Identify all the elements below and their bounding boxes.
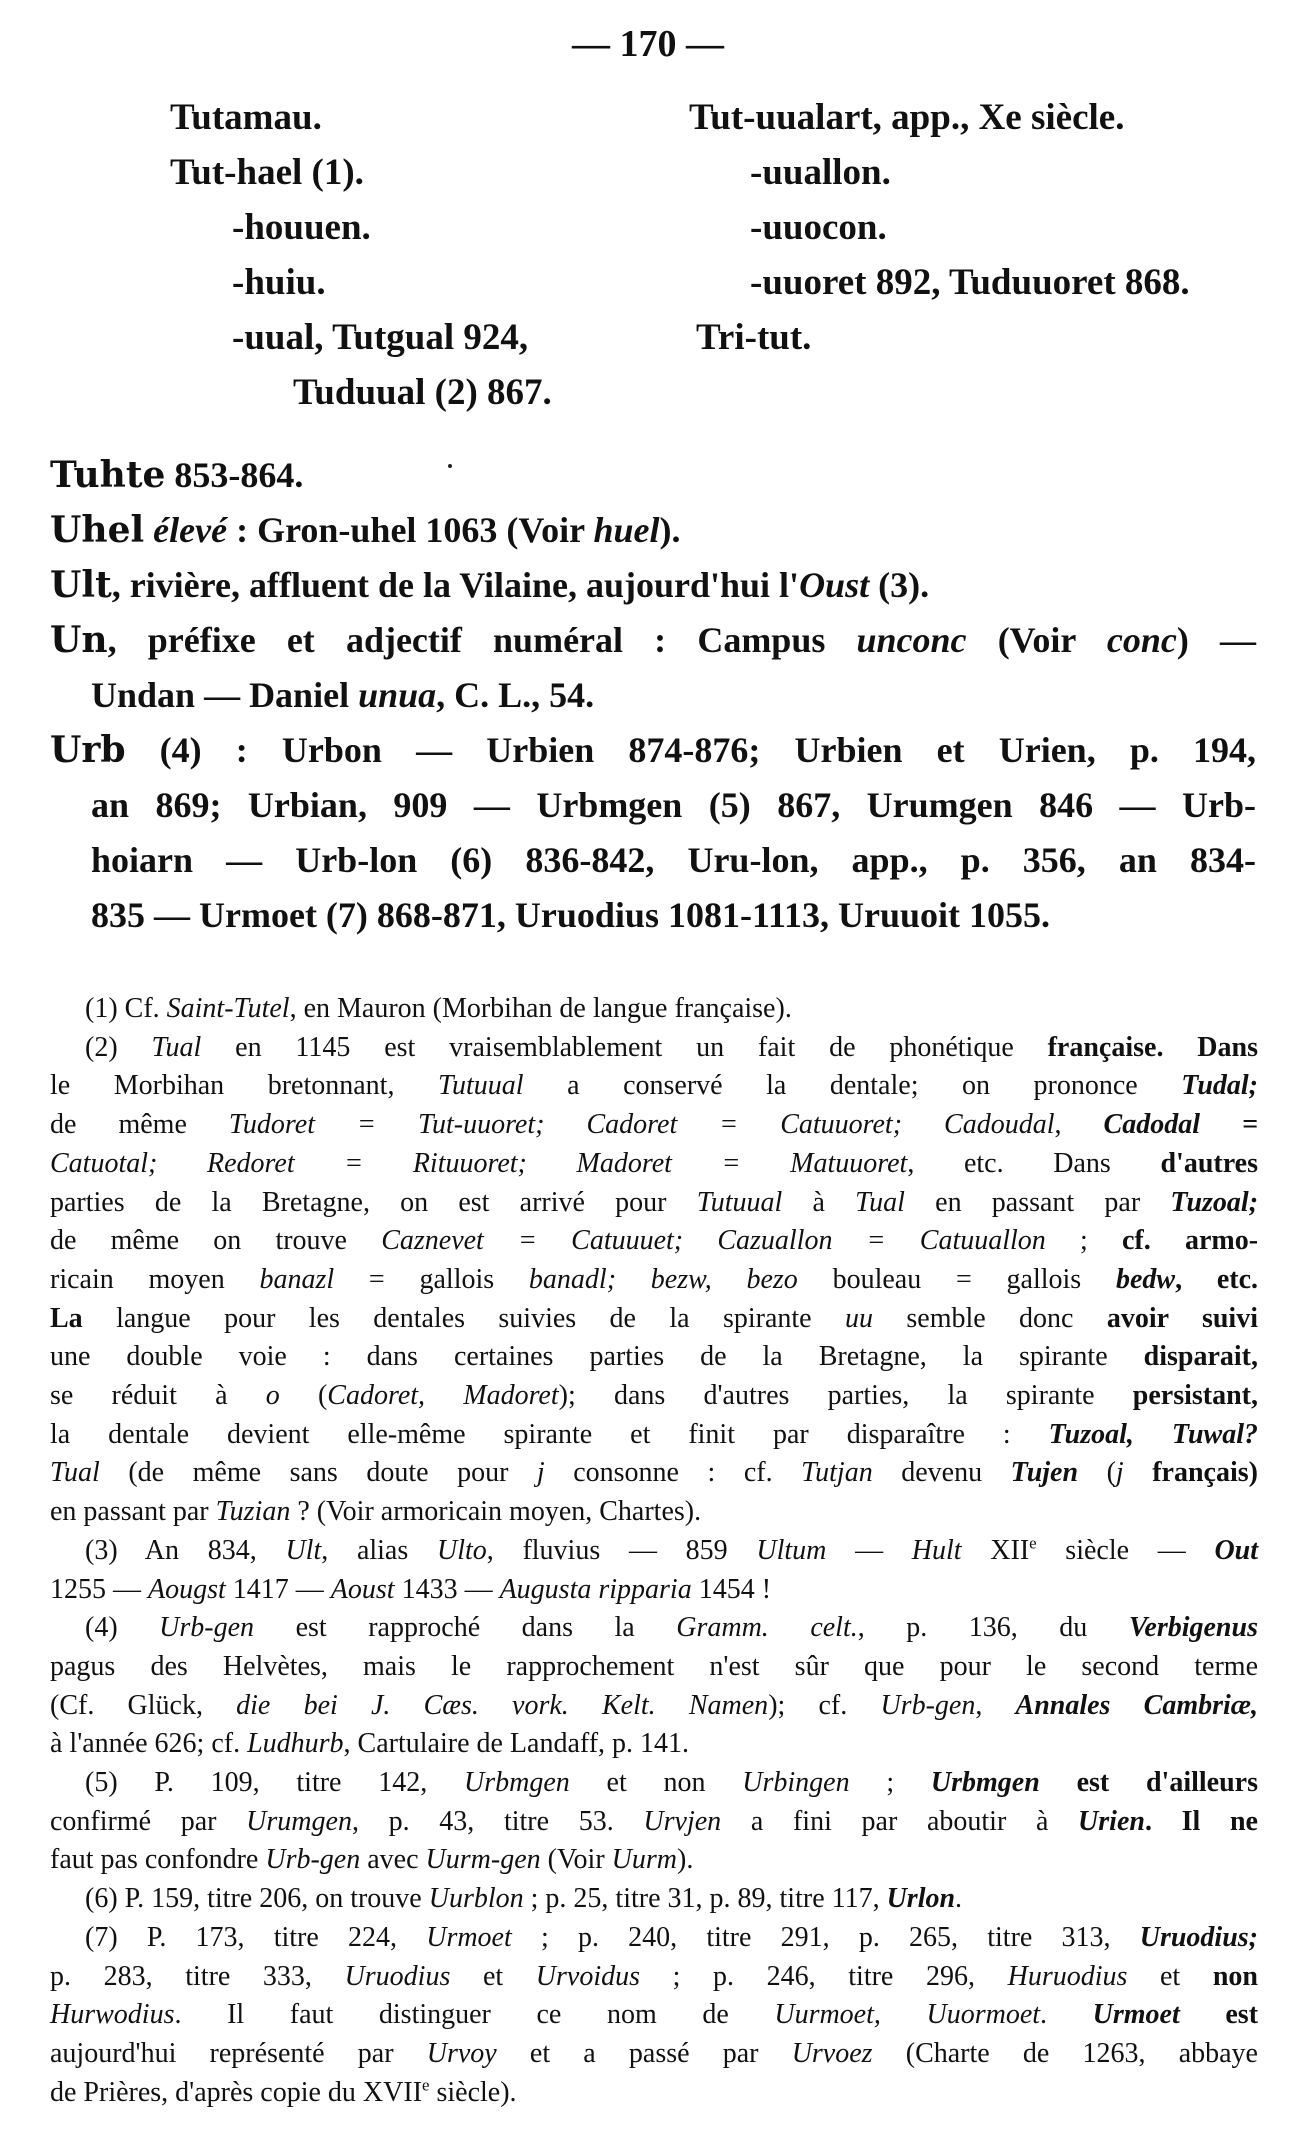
text-segment: a fini par aboutir à — [721, 1805, 1079, 1837]
text-line — [50, 1803, 1258, 1842]
text-segment: ) — — [1176, 620, 1256, 660]
text-line — [50, 558, 1256, 613]
text-segment: (4) — [85, 1612, 160, 1644]
text-segment: , préfixe et adjectif numéral : Campus — [107, 620, 857, 660]
footnote — [50, 1919, 1258, 2113]
text-segment: Urvjen — [643, 1805, 722, 1837]
text-segment: ; — [1045, 1225, 1122, 1257]
text-segment: unconc — [856, 620, 967, 660]
text-line — [50, 1067, 1258, 1106]
text-line — [50, 1687, 1258, 1726]
text-segment: j — [1115, 1457, 1124, 1489]
list-item: -uuallon. — [750, 152, 891, 193]
text-segment: (2) — [85, 1031, 152, 1063]
list-item: -houuen. — [232, 207, 371, 248]
text-segment: est — [1179, 1999, 1259, 2031]
text-segment: cf. armo- — [1121, 1225, 1259, 1257]
dictionary-entry — [50, 613, 1256, 723]
text-segment: (3) An 834, — [85, 1534, 286, 1566]
text-segment: huel — [593, 510, 660, 550]
text-segment: , en Mauron (Morbihan de langue française). — [289, 993, 792, 1024]
text-segment: devenu — [872, 1457, 1011, 1489]
text-segment: et a passé par — [496, 2037, 792, 2069]
text-segment: ); cf. — [768, 1689, 881, 1721]
text-segment: Aoust — [330, 1573, 395, 1605]
text-segment: , p. 43, titre 53. — [351, 1805, 644, 1837]
text-segment: Uurmoet, Uuormoet — [774, 1999, 1041, 2031]
dictionary-entries — [50, 448, 1256, 943]
text-line — [50, 1532, 1258, 1571]
text-line — [50, 1996, 1258, 2035]
text-segment: Urvoez — [791, 2037, 873, 2069]
text-segment: Catuotal; Redoret = Rituuoret; Madoret = Matuuoret — [50, 1147, 908, 1179]
text-segment: non — [1212, 1960, 1258, 1992]
text-segment: 1255 — — [50, 1573, 148, 1605]
text-line — [50, 1880, 1258, 1919]
text-segment: (Charte de 1263, abbaye — [872, 2037, 1258, 2069]
text-segment: Ult — [285, 1534, 322, 1566]
text-line — [50, 1725, 1258, 1764]
text-segment: Ulto — [436, 1534, 487, 1566]
text-segment: bedw — [1115, 1263, 1176, 1295]
text-segment: , p. 136, du — [857, 1612, 1129, 1644]
text-segment: an 869; Urbian, 909 — Urbmgen (5) 867, Urumgen 846 — Urb- — [91, 785, 1256, 825]
text-line — [50, 1184, 1258, 1223]
text-segment: ( — [279, 1380, 328, 1412]
text-segment: consonne : cf. — [544, 1457, 802, 1489]
text-segment: Tuzoal, Tuwal? — [1048, 1418, 1258, 1450]
text-line — [50, 1377, 1258, 1416]
text-line — [50, 1222, 1258, 1261]
text-segment: Verbigenus — [1128, 1612, 1258, 1644]
text-segment: Uhel — [50, 509, 145, 551]
text-segment: Out — [1214, 1534, 1259, 1566]
text-segment: Tutuual — [437, 1070, 524, 1102]
text-segment: (Cf. Glück, — [50, 1689, 237, 1721]
text-segment: Tuzoal; — [1170, 1186, 1259, 1218]
dictionary-entry — [50, 448, 1256, 503]
text-segment: (5) P. 109, titre 142, — [85, 1767, 465, 1799]
text-segment: , fluvius — 859 — [486, 1534, 757, 1566]
text-segment: ; — [849, 1767, 931, 1799]
list-item: -uuocon. — [750, 207, 887, 248]
text-segment: Aougst — [148, 1573, 226, 1605]
text-segment: avoir suivi — [1106, 1302, 1258, 1334]
text-segment: avec — [360, 1844, 426, 1876]
text-segment: de même — [50, 1109, 229, 1141]
text-segment: le Morbihan bretonnant, — [50, 1070, 438, 1102]
text-segment: en passant par — [904, 1186, 1171, 1218]
text-segment: en passant par — [50, 1496, 216, 1528]
text-segment: faut pas confondre — [50, 1844, 266, 1876]
text-line — [50, 503, 1256, 558]
text-line — [50, 2074, 1258, 2113]
text-segment: , etc. Dans — [907, 1147, 1161, 1179]
text-segment: Gramm. celt. — [676, 1612, 858, 1644]
text-segment: Uruodius — [344, 1960, 451, 1992]
text-segment: confirmé par — [50, 1805, 247, 1837]
text-segment: Tuhte — [50, 454, 166, 496]
text-segment: Tudal; — [1181, 1070, 1258, 1102]
text-segment: Urb — [50, 729, 126, 771]
text-segment: se réduit à — [50, 1380, 266, 1412]
text-line — [50, 1454, 1258, 1493]
text-segment: pagus des Helvètes, mais le rapprochement n'est sûr que pour le second terme — [50, 1650, 1258, 1682]
list-item: Tri-tut. — [696, 317, 812, 358]
text-segment: Undan — Daniel — [91, 675, 359, 715]
page-number: — 170 — — [572, 23, 724, 65]
text-segment: d'autres — [1160, 1147, 1258, 1179]
text-segment: (4) : Urbon — Urbien 874-876; Urbien et Urien, p. 194, — [125, 730, 1256, 770]
text-segment: 835 — Urmoet (7) 868-871, Uruodius 1081-1113, Uruuoit 1055. — [91, 895, 1050, 935]
text-segment: XII — [961, 1534, 1030, 1566]
text-segment: , alias — [321, 1534, 437, 1566]
text-segment: . Il faut distinguer ce nom de — [174, 1999, 775, 2031]
text-segment: Urb-gen — [880, 1689, 976, 1721]
list-item: Tutamau. — [170, 97, 322, 138]
text-segment: à — [782, 1186, 856, 1218]
footnote — [50, 1764, 1258, 1880]
text-segment: de Prières, d'après copie du XVII — [50, 2076, 423, 2108]
text-segment: (de même sans doute pour — [99, 1457, 537, 1489]
text-segment: Hult — [911, 1534, 962, 1566]
text-segment: Augusta ripparia — [499, 1573, 692, 1605]
text-segment: ; p. 246, titre 296, — [640, 1960, 1008, 1992]
text-line — [50, 1958, 1258, 1997]
text-segment: et non — [569, 1767, 743, 1799]
text-segment: Ludhurb — [247, 1728, 344, 1760]
dictionary-entry — [50, 558, 1256, 613]
text-line — [50, 1841, 1258, 1880]
footnote — [50, 1880, 1258, 1919]
text-line — [91, 668, 1256, 723]
text-segment: Annales Cambriæ, — [1015, 1689, 1259, 1721]
text-segment: ). — [659, 510, 681, 550]
list-item: -huiu. — [232, 262, 326, 303]
text-segment: 1454 ! — [691, 1573, 772, 1605]
text-segment: , Cartulaire de Landaff, p. 141. — [343, 1728, 690, 1760]
text-segment: Caznevet = Catuuuet; Cazuallon = Catuuallon — [381, 1225, 1046, 1257]
text-segment: ); dans d'autres parties, la spirante — [558, 1380, 1133, 1412]
text-segment — [144, 510, 153, 550]
text-segment: français) — [1123, 1457, 1258, 1489]
text-segment: Urbmgen — [930, 1767, 1040, 1799]
text-segment: , rivière, affluent de la Vilaine, aujourd'hui l' — [111, 565, 800, 605]
text-segment: , — [1054, 1109, 1104, 1141]
text-segment: e — [1029, 1533, 1037, 1553]
text-line — [50, 1764, 1258, 1803]
text-segment: Urb-gen — [265, 1844, 361, 1876]
text-segment: j — [536, 1457, 545, 1489]
text-segment: (Voir — [540, 1844, 612, 1876]
text-segment: 853-864. — [165, 455, 304, 495]
text-line — [50, 1261, 1258, 1300]
text-line — [50, 990, 1258, 1029]
text-line — [91, 888, 1256, 943]
text-line — [91, 833, 1256, 888]
text-segment: Urvoy — [426, 2037, 497, 2069]
text-segment: Urmoet — [426, 1921, 512, 1953]
text-segment: ( — [1078, 1457, 1116, 1489]
text-line — [50, 1609, 1258, 1648]
text-segment: bouleau = gallois — [797, 1263, 1116, 1295]
text-segment: Cadoret, Madoret — [327, 1380, 559, 1412]
text-segment: : Gron-uhel 1063 (Voir — [227, 510, 594, 550]
text-segment: Urbmgen — [464, 1767, 570, 1799]
text-segment: . Il ne — [1144, 1805, 1258, 1837]
text-segment: Urmoet — [1092, 1999, 1180, 2031]
text-segment: Tual — [50, 1457, 100, 1489]
text-segment: ? (Voir armoricain moyen, Chartes). — [290, 1496, 702, 1528]
text-segment: et — [450, 1960, 536, 1992]
text-segment: semble donc — [872, 1302, 1107, 1334]
text-segment: Urumgen — [246, 1805, 352, 1837]
text-segment: langue pour les dentales suivies de la spirante — [82, 1302, 845, 1334]
text-line — [50, 1300, 1258, 1339]
text-segment: o — [265, 1380, 280, 1412]
text-segment: . — [1040, 1999, 1093, 2031]
text-segment: de même on trouve — [50, 1225, 382, 1257]
text-segment: Urien — [1078, 1805, 1145, 1837]
text-segment: , — [975, 1689, 1016, 1721]
text-segment: aujourd'hui représenté par — [50, 2037, 427, 2069]
text-segment: siècle). — [429, 2076, 517, 2108]
text-segment: Saint-Tutel — [166, 993, 290, 1024]
text-segment: Tuzian — [215, 1496, 291, 1528]
text-segment: parties de la Bretagne, on est arrivé pour — [50, 1186, 697, 1218]
list-item: Tut-hael (1). — [170, 152, 364, 193]
text-segment: Huruodius — [1007, 1960, 1128, 1992]
text-segment: banadl; bezw, bezo — [528, 1263, 798, 1295]
text-line — [50, 1029, 1258, 1068]
text-segment: une double voie : dans certaines parties de la Bretagne, la spirante — [50, 1341, 1144, 1373]
list-item: -uuoret 892, Tuduuoret 868. — [750, 262, 1190, 303]
right-column-list — [0, 90, 1190, 365]
text-segment: (Voir — [966, 620, 1107, 660]
text-line — [50, 1338, 1258, 1377]
text-segment: e — [422, 2075, 430, 2095]
text-segment: et — [1127, 1960, 1213, 1992]
text-line — [50, 1416, 1258, 1455]
text-segment: unua — [358, 675, 437, 715]
text-line — [50, 723, 1256, 778]
text-segment: 1417 — — [225, 1573, 331, 1605]
text-segment: élevé — [153, 510, 228, 550]
text-line — [50, 1493, 1258, 1532]
text-segment: Tutjan — [801, 1457, 873, 1489]
text-segment: Urlon — [886, 1883, 956, 1915]
footnote — [50, 990, 1258, 1029]
text-segment: — — [826, 1534, 912, 1566]
text-segment: à l'année 626; cf. — [50, 1728, 248, 1760]
text-segment: en 1145 est vraisemblablement un fait de phonétique — [201, 1031, 1048, 1063]
text-segment: ; p. 240, titre 291, p. 265, titre 313, — [511, 1921, 1140, 1953]
text-segment: 1433 — — [394, 1573, 500, 1605]
text-segment: siècle — — [1036, 1534, 1215, 1566]
text-segment: Tujen — [1010, 1457, 1079, 1489]
text-segment: ). — [677, 1844, 694, 1876]
text-segment: Tual — [151, 1031, 202, 1063]
text-segment: die bei J. Cæs. vork. Kelt. Namen — [236, 1689, 769, 1721]
text-segment: (3). — [869, 565, 930, 605]
dictionary-entry — [50, 723, 1256, 943]
text-segment: est d'ailleurs — [1039, 1767, 1258, 1799]
text-segment: Urb-gen — [159, 1612, 255, 1644]
text-segment: banazl — [259, 1263, 335, 1295]
footnotes — [50, 990, 1258, 2112]
text-segment: Uurblon — [428, 1883, 524, 1915]
text-segment: Tual — [855, 1186, 905, 1218]
text-segment: (7) P. 173, titre 224, — [85, 1921, 427, 1953]
text-line — [50, 2035, 1258, 2074]
text-segment: , C. L., 54. — [436, 675, 595, 715]
text-segment: conc — [1106, 620, 1177, 660]
text-line — [50, 448, 1256, 503]
footnote — [50, 1532, 1258, 1609]
text-segment: Uurm-gen — [425, 1844, 541, 1876]
text-segment: , etc. — [1175, 1263, 1259, 1295]
text-line — [50, 1145, 1258, 1184]
text-segment: disparait, — [1143, 1341, 1258, 1373]
text-segment: Ultum — [756, 1534, 827, 1566]
text-line — [50, 1919, 1258, 1958]
footnote — [50, 1029, 1258, 1532]
text-line — [50, 613, 1256, 668]
text-segment: p. 283, titre 333, — [50, 1960, 345, 1992]
text-segment: hoiarn — Urb-lon (6) 836-842, Uru-lon, app., p. 356, an 834- — [91, 840, 1256, 880]
text-segment: Oust — [799, 565, 870, 605]
text-segment: Tutuual — [696, 1186, 783, 1218]
footnote — [50, 1609, 1258, 1764]
text-segment: Urbingen — [742, 1767, 850, 1799]
text-segment: Un — [50, 619, 108, 661]
list-item: -uual, Tutgual 924, — [232, 317, 529, 358]
text-segment: est rapproché dans la — [254, 1612, 677, 1644]
text-segment: (1) Cf. — [85, 993, 167, 1024]
dictionary-entry — [50, 503, 1256, 558]
list-item: Tut-uualart, app., Xe siècle. — [689, 97, 1125, 138]
text-segment: Cadodal = — [1103, 1109, 1258, 1141]
text-segment: ricain moyen — [50, 1263, 260, 1295]
text-segment: Ult — [50, 564, 112, 606]
text-segment: uu — [844, 1302, 873, 1334]
text-segment: Tudoret = Tut-uuoret; Cadoret = Catuuoret; Cadoudal — [228, 1109, 1055, 1141]
text-segment: la dentale devient elle-même spirante et finit par disparaître : — [50, 1418, 1049, 1450]
text-segment: persistant, — [1132, 1380, 1259, 1412]
text-segment: Urvoidus — [535, 1960, 641, 1992]
text-line — [50, 1106, 1258, 1145]
list-item: Tuduual (2) 867. — [293, 372, 552, 413]
text-segment: ; p. 25, titre 31, p. 89, titre 117, — [523, 1883, 887, 1915]
text-segment: française. Dans — [1047, 1031, 1258, 1063]
text-segment: = gallois — [334, 1263, 529, 1295]
text-line — [50, 1648, 1258, 1687]
text-segment: . — [955, 1883, 963, 1915]
text-line — [91, 778, 1256, 833]
text-segment: La — [50, 1302, 83, 1334]
text-segment: a conservé la dentale; on prononce — [523, 1070, 1182, 1102]
text-segment: (6) P. 159, titre 206, on trouve — [85, 1883, 429, 1915]
text-segment: Uurm — [611, 1844, 678, 1876]
text-line — [50, 1571, 1258, 1610]
text-segment: Hurwodius — [50, 1999, 175, 2031]
text-segment: Uruodius; — [1139, 1921, 1258, 1953]
